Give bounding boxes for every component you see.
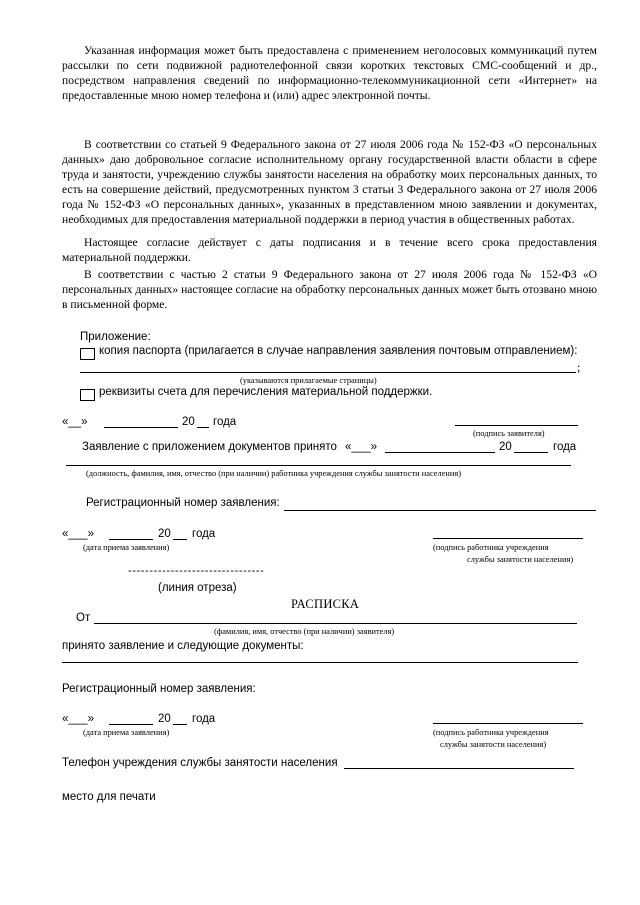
paragraph-consent: В соответствии со статьей 9 Федерального закона от 27 июля 2006 года № 152-ФЗ «О персональных данных» даю добровольное согласие исполнительному органу государственной власти области в сфере труда и занятости, учреждению службы занятости населения на обработку моих персональных данных, то есть на совершение действий, предусмотренных пунктом 3 статьи 3 Федерального закона от 27 июля 2006 года № 152-ФЗ «О персональных данных», указанных в представленном мною заявлении и документах, необходимых для предоставления материальной поддержки в период участия в общественных работах. bbox=[62, 138, 597, 226]
applicant-date-year-prefix: 20 bbox=[182, 416, 195, 428]
passport-label: копия паспорта (прилагается в случае направления заявления почтовым отправлением): bbox=[99, 345, 578, 357]
receipt-date-year-field[interactable] bbox=[173, 539, 187, 540]
paragraph-revocation: В соответствии с частью 2 статьи 9 Федерального закона от 27 июля 2006 года № 152-ФЗ «О персональных данных» настоящее согласие на обработку персональных данных может быть отозвано мною в письменной форме. bbox=[62, 268, 597, 311]
passport-checkbox[interactable] bbox=[80, 348, 95, 360]
acceptance-year-field[interactable] bbox=[514, 452, 548, 453]
receipt-date-month-field[interactable] bbox=[109, 539, 153, 540]
receipt2-date-note: (дата приема заявления) bbox=[83, 728, 170, 737]
cut-line-dashes: -------------------------------- bbox=[128, 565, 265, 577]
acceptance-year-prefix: 20 bbox=[499, 441, 512, 453]
bank-details-checkbox[interactable] bbox=[80, 389, 95, 401]
registration-label: Регистрационный номер заявления: bbox=[86, 497, 280, 509]
receipt-date-year-prefix: 20 bbox=[158, 528, 171, 540]
receipt2-worker-signature-note-1: (подпись работника учреждения bbox=[433, 728, 549, 737]
receipt2-worker-signature-note-2: службы занятости населения) bbox=[440, 740, 547, 749]
applicant-signature-note: (подпись заявителя) bbox=[473, 429, 545, 438]
receipt2-date-year-suffix: года bbox=[192, 713, 216, 725]
receipt-worker-signature-note-2: службы занятости населения) bbox=[467, 555, 574, 564]
receipt-worker-signature-note-1: (подпись работника учреждения bbox=[433, 543, 549, 552]
applicant-date-year-field[interactable] bbox=[197, 427, 209, 428]
pages-note: (указываются прилагаемые страницы) bbox=[240, 376, 377, 385]
applicant-signature-field[interactable] bbox=[455, 425, 578, 426]
paragraph-notification-info: Указанная информация может быть предоставлена с применением неголосовых коммуникаций путем рассылки по сети подвижной радиотелефонной связи коротких текстовых СМС-сообщений и др., посредством направления сведений по информационно-телекоммуникационной сети «Интернет» на предоставленные мною номер телефона и (или) адрес электронной почты. bbox=[62, 44, 597, 102]
receipt2-worker-signature-field[interactable] bbox=[433, 723, 583, 724]
registration-number-field[interactable] bbox=[284, 510, 596, 511]
receipt-worker-signature-field[interactable] bbox=[433, 538, 583, 539]
attachments-heading: Приложение: bbox=[80, 331, 151, 343]
receipt-date-note: (дата приема заявления) bbox=[83, 543, 170, 552]
receipt-title: РАСПИСКА bbox=[291, 597, 360, 611]
receipt-phone-field[interactable] bbox=[344, 768, 574, 769]
acceptance-date-day: «___» bbox=[345, 441, 377, 453]
semicolon: ; bbox=[577, 360, 581, 374]
pages-field[interactable] bbox=[80, 372, 576, 373]
applicant-date-year-suffix: года bbox=[213, 416, 237, 428]
acceptance-label: Заявление с приложением документов принято bbox=[82, 441, 337, 453]
receipt-from-label: От bbox=[76, 612, 91, 624]
applicant-date-month-field[interactable] bbox=[104, 427, 178, 428]
acceptance-year-suffix: года bbox=[553, 441, 577, 453]
receipt2-date-year-field[interactable] bbox=[173, 724, 187, 725]
applicant-date-day: «__» bbox=[62, 416, 88, 428]
receipt-registration-label: Регистрационный номер заявления: bbox=[62, 683, 256, 695]
stamp-place: место для печати bbox=[62, 791, 156, 803]
receipt-applicant-name-field[interactable] bbox=[94, 623, 577, 624]
cut-line-label: (линия отреза) bbox=[158, 582, 237, 594]
receipt-date-day: «___» bbox=[62, 528, 94, 540]
receipt-accepted-label: принято заявление и следующие документы: bbox=[62, 640, 304, 652]
bank-details-label: реквизиты счета для перечисления материальной поддержки. bbox=[99, 386, 433, 398]
worker-name-note: (должность, фамилия, имя, отчество (при наличии) работника учреждения службы занятости населения) bbox=[86, 469, 461, 478]
paragraph-validity: Настоящее согласие действует с даты подписания и в течение всего срока предоставления материальной поддержки. bbox=[62, 236, 597, 264]
receipt-date-year-suffix: года bbox=[192, 528, 216, 540]
acceptance-date-month-field[interactable] bbox=[385, 452, 495, 453]
receipt-phone-label: Телефон учреждения службы занятости населения bbox=[62, 757, 338, 769]
receipt2-date-day: «___» bbox=[62, 713, 94, 725]
worker-name-field[interactable] bbox=[66, 465, 571, 466]
receipt2-date-year-prefix: 20 bbox=[158, 713, 171, 725]
receipt2-date-month-field[interactable] bbox=[109, 724, 153, 725]
receipt-applicant-note: (фамилия, имя, отчество (при наличии) заявителя) bbox=[214, 627, 395, 636]
receipt-documents-field[interactable] bbox=[62, 662, 578, 663]
